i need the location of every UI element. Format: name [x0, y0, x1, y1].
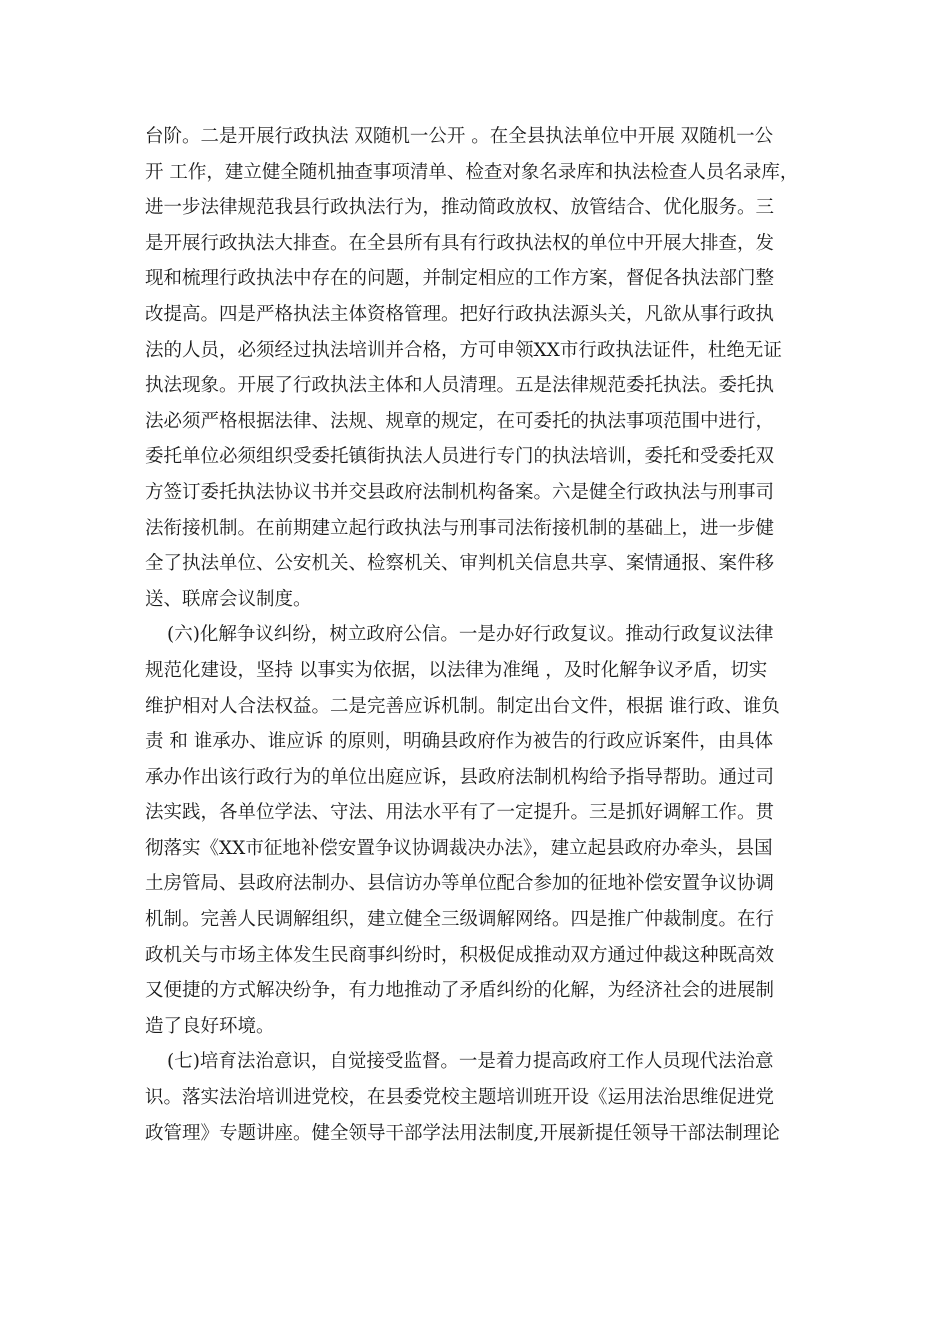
text-line: 机制。完善人民调解组织，建立健全三级调解网络。四是推广仲裁制度。在行 — [145, 909, 775, 931]
text-line: 责 和 谁承办、谁应诉 的原则，明确县政府作为被告的行政应诉案件，由具体 — [145, 731, 774, 753]
text-line: 是开展行政执法大排查。在全县所有具有行政执法权的单位中开展大排查，发 — [145, 232, 775, 254]
text-line: 政管理》专题讲座。健全领导干部学法用法制度,开展新提任领导干部法制理论 — [145, 1122, 780, 1144]
document-body — [145, 119, 825, 1151]
text-line: 法衔接机制。在前期建立起行政执法与刑事司法衔接机制的基础上，进一步健 — [145, 517, 775, 539]
text-line: 识。落实法治培训进党校，在县委党校主题培训班开设《运用法治思维促进党 — [145, 1087, 775, 1109]
text-line: 彻落实《XX市征地补偿安置争议协调裁决办法》，建立起县政府办牵头，县国 — [145, 837, 773, 859]
text-line: 法实践，各单位学法、守法、用法水平有了一定提升。三是抓好调解工作。贯 — [145, 802, 775, 824]
text-line: 台阶。二是开展行政执法 双随机一公开 。在全县执法单位中开展 双随机一公 — [145, 126, 774, 147]
text-line: 方签订委托执法协议书并交县政府法制机构备案。六是健全行政执法与刑事司 — [145, 481, 775, 503]
text-line: 全了执法单位、公安机关、检察机关、审判机关信息共享、案情通报、案件移 — [145, 553, 775, 575]
text-line: (七)培育法治意识，自觉接受监督。一是着力提高政府工作人员现代法治意 — [167, 1051, 774, 1073]
text-line: 执法现象。开展了行政执法主体和人员清理。五是法律规范委托执法。委托执 — [145, 375, 775, 397]
text-line: (六)化解争议纠纷，树立政府公信。一是办好行政复议。推动行政复议法律 — [167, 624, 774, 646]
text-line: 规范化建设，坚持 以事实为依据，以法律为准绳 ，及时化解争议矛盾，切实 — [145, 659, 768, 681]
text-line: 开 工作，建立健全随机抽查事项清单、检查对象名录库和执法检查人员名录库， — [145, 161, 799, 183]
text-line: 法必须严格根据法律、法规、规章的规定，在可委托的执法事项范围中进行， — [145, 410, 775, 432]
text-line: 委托单位必须组织受委托镇街执法人员进行专门的执法培训，委托和受委托双 — [145, 446, 775, 468]
text-line: 政机关与市场主体发生民商事纠纷时，积极促成推动双方通过仲裁这种既高效 — [145, 944, 775, 966]
text-line: 土房管局、县政府法制办、县信访办等单位配合参加的征地补偿安置争议协调 — [145, 873, 775, 895]
text-line: 造了良好环境。 — [145, 1015, 275, 1037]
text-line: 送、联席会议制度。 — [145, 588, 312, 610]
text-line: 进一步法律规范我县行政执法行为，推动简政放权、放管结合、优化服务。三 — [145, 197, 775, 219]
text-line: 维护相对人合法权益。二是完善应诉机制。制定出台文件，根据 谁行政、谁负 — [145, 695, 780, 717]
text-line: 又便捷的方式解决纷争，有力地推动了矛盾纠纷的化解，为经济社会的进展制 — [145, 980, 775, 1002]
text-line: 改提高。四是严格执法主体资格管理。把好行政执法源头关，凡欲从事行政执 — [145, 303, 775, 325]
text-line: 承办作出该行政行为的单位出庭应诉，县政府法制机构给予指导帮助。通过司 — [145, 766, 775, 788]
text-line: 法的人员，必须经过执法培训并合格，方可申领XX市行政执法证件，杜绝无证 — [145, 339, 782, 361]
text-line: 现和梳理行政执法中存在的问题，并制定相应的工作方案，督促各执法部门整 — [145, 268, 775, 290]
